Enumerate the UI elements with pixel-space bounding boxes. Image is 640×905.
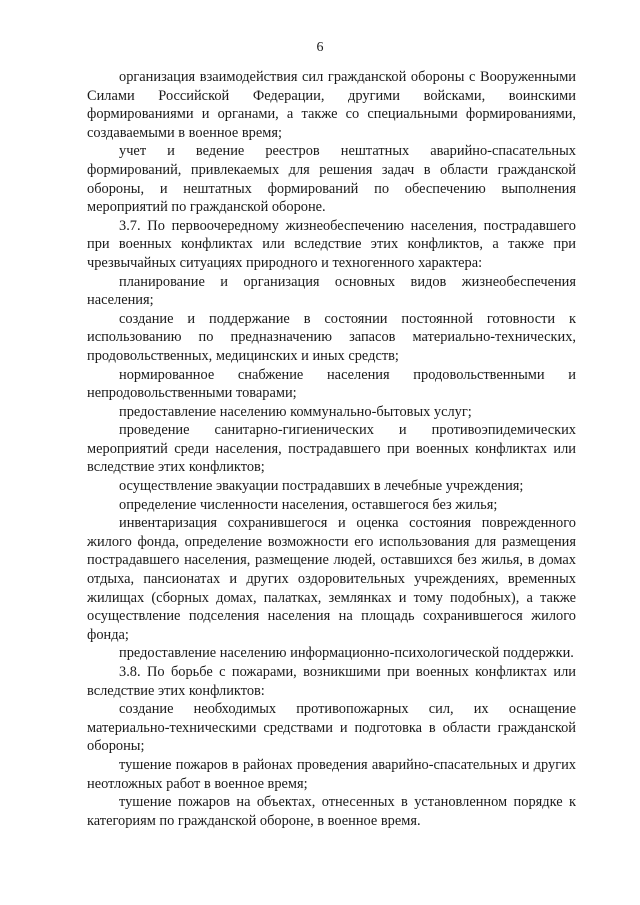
paragraph-firefighting-rescue-areas: тушение пожаров в районах проведения аварийно-спасательных и других неотложных работ в военное время; xyxy=(87,756,576,792)
paragraph-firefighting-categorized-objects: тушение пожаров на объектах, отнесенных в установленном порядке к категориям по гражданской обороне, в военное время. xyxy=(87,794,576,829)
paragraph-registry-formations: учет и ведение реестров нештатных аварийно-спасательных формирований, привлекаемых для решения задач в области гражданской обороны, и нештатных формирований по обеспечению выполнения мероприятий по гражданской обороне. xyxy=(87,143,576,216)
page-number: 6 xyxy=(316,40,324,55)
section-3-7-heading: 3.7. По первоочередному жизнеобеспечению населения, пострадавшего при военных конфликтах или вследствие этих конфликтов, а также при чрезвычайных ситуациях природного и техногенного характера: xyxy=(87,217,576,271)
paragraph-housing-inventory: инвентаризация сохранившегося и оценка состояния поврежденного жилого фонда, определение возможности его использования для размещения пострадавшего населения, размещение людей, оставшихся без жилья, в домах отдыха, пансионатах и других оздоровительных учреждениях, временных жилищах (сборных домах, палатках, землянках и тому подобных), а также осуществление подселения населения на площадь сохранившегося жилого фонда; xyxy=(87,515,576,643)
paragraph-homeless-count: определение численности населения, оставшегося без жилья; xyxy=(119,496,498,513)
paragraph-firefighting-forces: создание необходимых противопожарных сил, их оснащение материально-техническими средствами и подготовка в области гражданской обороны; xyxy=(87,701,576,755)
section-3-8-heading: 3.8. По борьбе с пожарами, возникшими при военных конфликтах или вследствие этих конфликтов: xyxy=(87,664,576,699)
paragraph-reserves-readiness: создание и поддержание в состоянии постоянной готовности к использованию по предназначению запасов материально-технических, продовольственных, медицинских и иных средств; xyxy=(87,310,576,364)
paragraph-communal-services: предоставление населению коммунально-бытовых услуг; xyxy=(119,403,472,420)
paragraph-psychological-support: предоставление населению информационно-психологической поддержки. xyxy=(119,645,574,662)
paragraph-medical-evacuation: осуществление эвакуации пострадавших в лечебные учреждения; xyxy=(119,478,524,495)
paragraph-rationed-supply: нормированное снабжение населения продовольственными и непродовольственными товарами; xyxy=(87,366,576,402)
paragraph-planning-life-support: планирование и организация основных видов жизнеобеспечения населения; xyxy=(87,273,576,309)
paragraph-sanitary-measures: проведение санитарно-гигиенических и противоэпидемических мероприятий среди населения, пострадавшего при военных конфликтах или вследствие этих конфликтов; xyxy=(87,422,576,476)
paragraph-civil-defense-interaction: организация взаимодействия сил гражданской обороны с Вооруженными Силами Российской Федерации, другими войсками, воинскими формированиями и органами, а также со специальными формированиями, создаваемыми в военное время; xyxy=(87,69,576,141)
document-body xyxy=(87,68,576,830)
